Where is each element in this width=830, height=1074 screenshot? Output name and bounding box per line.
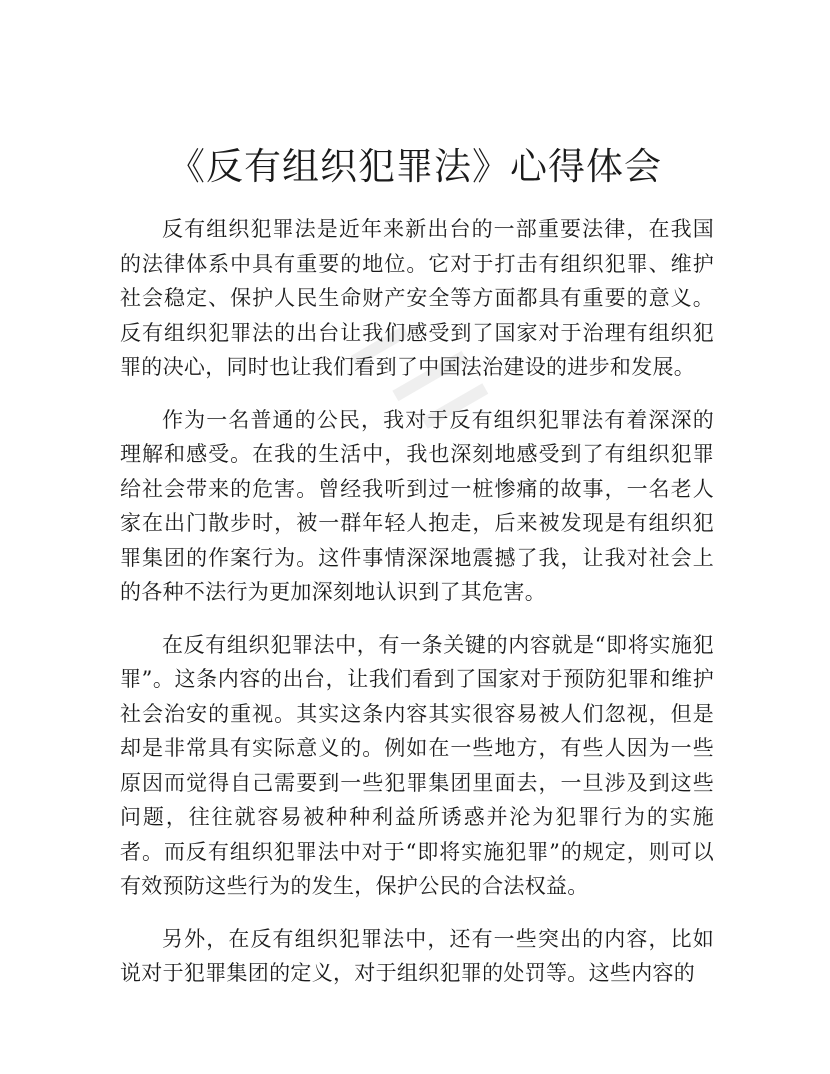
paragraph-3: 在反有组织犯罪法中，有一条关键的内容就是“即将实施犯罪”。这条内容的出台，让我们看到了国家对于预防犯罪和维护社会治安的重视。其实这条内容其实很容易被人们忽视，但是却是非常具有实际意义的。例如在一些地方，有些人因为一些原因而觉得自己需要到一些犯罪集团里面去，一旦涉及到这些问题，往往就容易被种种利益所诱惑并沦为犯罪行为的实施者。而反有组织犯罪法中对于“即将实施犯罪”的规定，则可以有效预防这些行为的发生，保护公民的合法权益。 [120,632,714,898]
paragraph-1: 反有组织犯罪法是近年来新出台的一部重要法律，在我国的法律体系中具有重要的地位。它对于打击有组织犯罪、维护社会稳定、保护人民生命财产安全等方面都具有重要的意义。反有组织犯罪法的出台让我们感受到了国家对于治理有组织犯罪的决心，同时也让我们看到了中国法治建设的进步和发展。 [120,217,714,379]
paragraph-4: 另外，在反有组织犯罪法中，还有一些突出的内容，比如说对于犯罪集团的定义，对于组织犯罪的处罚等。这些内容的 [120,926,714,985]
document-title: 《反有组织犯罪法》心得体会 [168,145,662,188]
paragraph-2: 作为一名普通的公民，我对于反有组织犯罪法有着深深的理解和感受。在我的生活中，我也深刻地感受到了有组织犯罪给社会带来的危害。曾经我听到过一桩惨痛的故事，一名老人家在出门散步时，被一群年轻人抱走，后来被发现是有组织犯罪集团的作案行为。这件事情深深地震撼了我，让我对社会上的各种不法行为更加深刻地认识到了其危害。 [120,407,714,604]
document-body [120,212,714,1009]
